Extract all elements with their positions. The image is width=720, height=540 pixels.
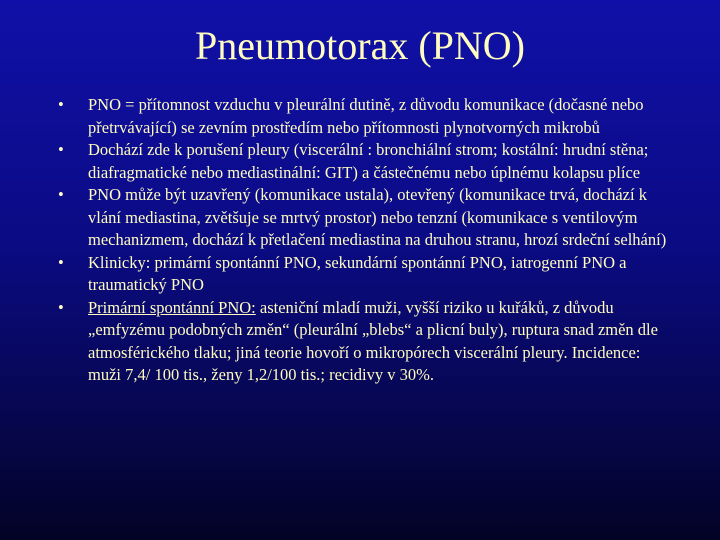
bullet-text: asteniční mladí muži, vyšší riziko u kuřáků, z důvodu „emfyzému podobných změn“ (pleurální „blebs“ a plicní buly), ruptura snad změn dle atmosférického tlaku; jiná teorie hovoří o mikropórech viscerální pleury. Incidence: muži 7,4/ 100 tis., ženy 1,2/100 tis.; recidivy v 30%. [88, 297, 658, 384]
bullet-text: PNO může být uzavřený (komunikace ustala), otevřený (komunikace trvá, dochází k vlání mediastina, zvětšuje se mrtvý prostor) nebo tenzní (komunikace s ventilovým mechanizmem, dochází k přetlačení mediastina na druhou stranu, hrozí srdeční selhání) [88, 185, 667, 249]
bullet-item [56, 94, 668, 139]
bullet-list [56, 94, 668, 387]
bullet-item [56, 297, 668, 387]
bullet-item [56, 139, 668, 184]
bullet-icon: • [58, 140, 64, 159]
bullet-text: PNO = přítomnost vzduchu v pleurální dutině, z důvodu komunikace (dočasné nebo přetrvávající) se zevním prostředím nebo přítomnosti plynotvorných mikrobů [88, 95, 644, 137]
bullet-item [56, 252, 668, 297]
bullet-icon: • [58, 95, 64, 114]
bullet-icon: • [58, 252, 64, 272]
bullet-text: Dochází zde k porušení pleury (viscerální : bronchiální strom; kostální: hrudní stěna; diafragmatické nebo mediastinální: GIT) a částečnému nebo úplnému kolapsu plíce [88, 140, 649, 182]
bullet-text: Klinicky: primární spontánní PNO, sekundární spontánní PNO, iatrogenní PNO a traumatický PNO [88, 252, 627, 294]
slide-title: Pneumotorax (PNO) [195, 23, 525, 68]
bullet-lead-text: Primární spontánní PNO: [88, 297, 256, 317]
bullet-icon: • [58, 185, 64, 204]
bullet-item [56, 184, 668, 252]
bullet-icon: • [58, 297, 64, 317]
